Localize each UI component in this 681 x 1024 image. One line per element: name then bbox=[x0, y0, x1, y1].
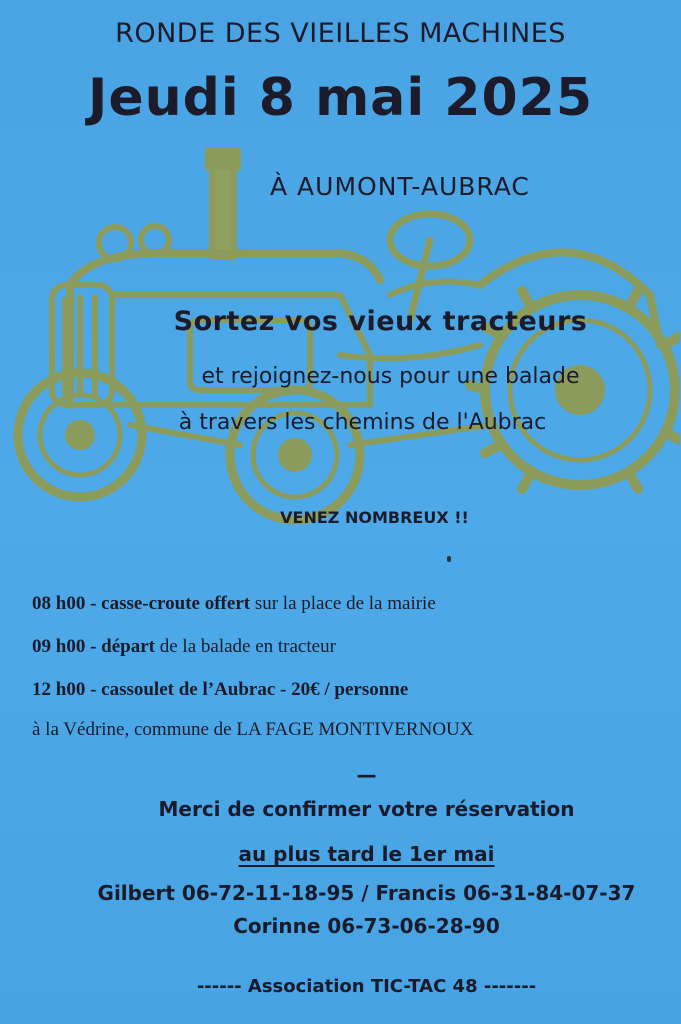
event-name: RONDE DES VIEILLES MACHINES bbox=[115, 18, 566, 49]
schedule-item bbox=[32, 593, 436, 615]
print-speck bbox=[447, 556, 451, 562]
event-location: À AUMONT-AUBRAC bbox=[270, 172, 530, 201]
contact-line-1: Gilbert 06-72-11-18-95 / Francis 06-31-84-07-37 bbox=[97, 881, 636, 905]
schedule-bold: 09 h00 - départ bbox=[32, 636, 155, 657]
association-footer: ------ Association TIC-TAC 48 ------- bbox=[196, 976, 537, 997]
schedule-item bbox=[32, 679, 408, 701]
schedule-bold: 08 h00 - casse-croute offert bbox=[32, 593, 251, 614]
invitation-line-1: et rejoignez-nous pour une balade bbox=[201, 364, 580, 389]
schedule-bold: 12 h00 - cassoulet de l’Aubrac - 20€ / personne bbox=[32, 679, 409, 700]
reservation-text: Merci de confirmer votre réservation bbox=[158, 797, 575, 821]
separator: — bbox=[356, 763, 377, 787]
schedule-detail: sur la place de la mairie bbox=[250, 593, 436, 614]
invitation-line-2: à travers les chemins de l'Aubrac bbox=[178, 410, 547, 435]
event-date: Jeudi 8 mai 2025 bbox=[88, 68, 593, 128]
schedule-item bbox=[32, 636, 336, 658]
contact-line-2: Corinne 06-73-06-28-90 bbox=[233, 914, 500, 938]
reservation-deadline: au plus tard le 1er mai bbox=[238, 842, 495, 866]
call-to-action: VENEZ NOMBREUX !! bbox=[280, 508, 469, 527]
venue-line: à la Védrine, commune de LA FAGE MONTIVERNOUX bbox=[32, 719, 474, 740]
invitation-headline: Sortez vos vieux tracteurs bbox=[173, 306, 588, 337]
schedule-detail: de la balade en tracteur bbox=[154, 636, 336, 657]
